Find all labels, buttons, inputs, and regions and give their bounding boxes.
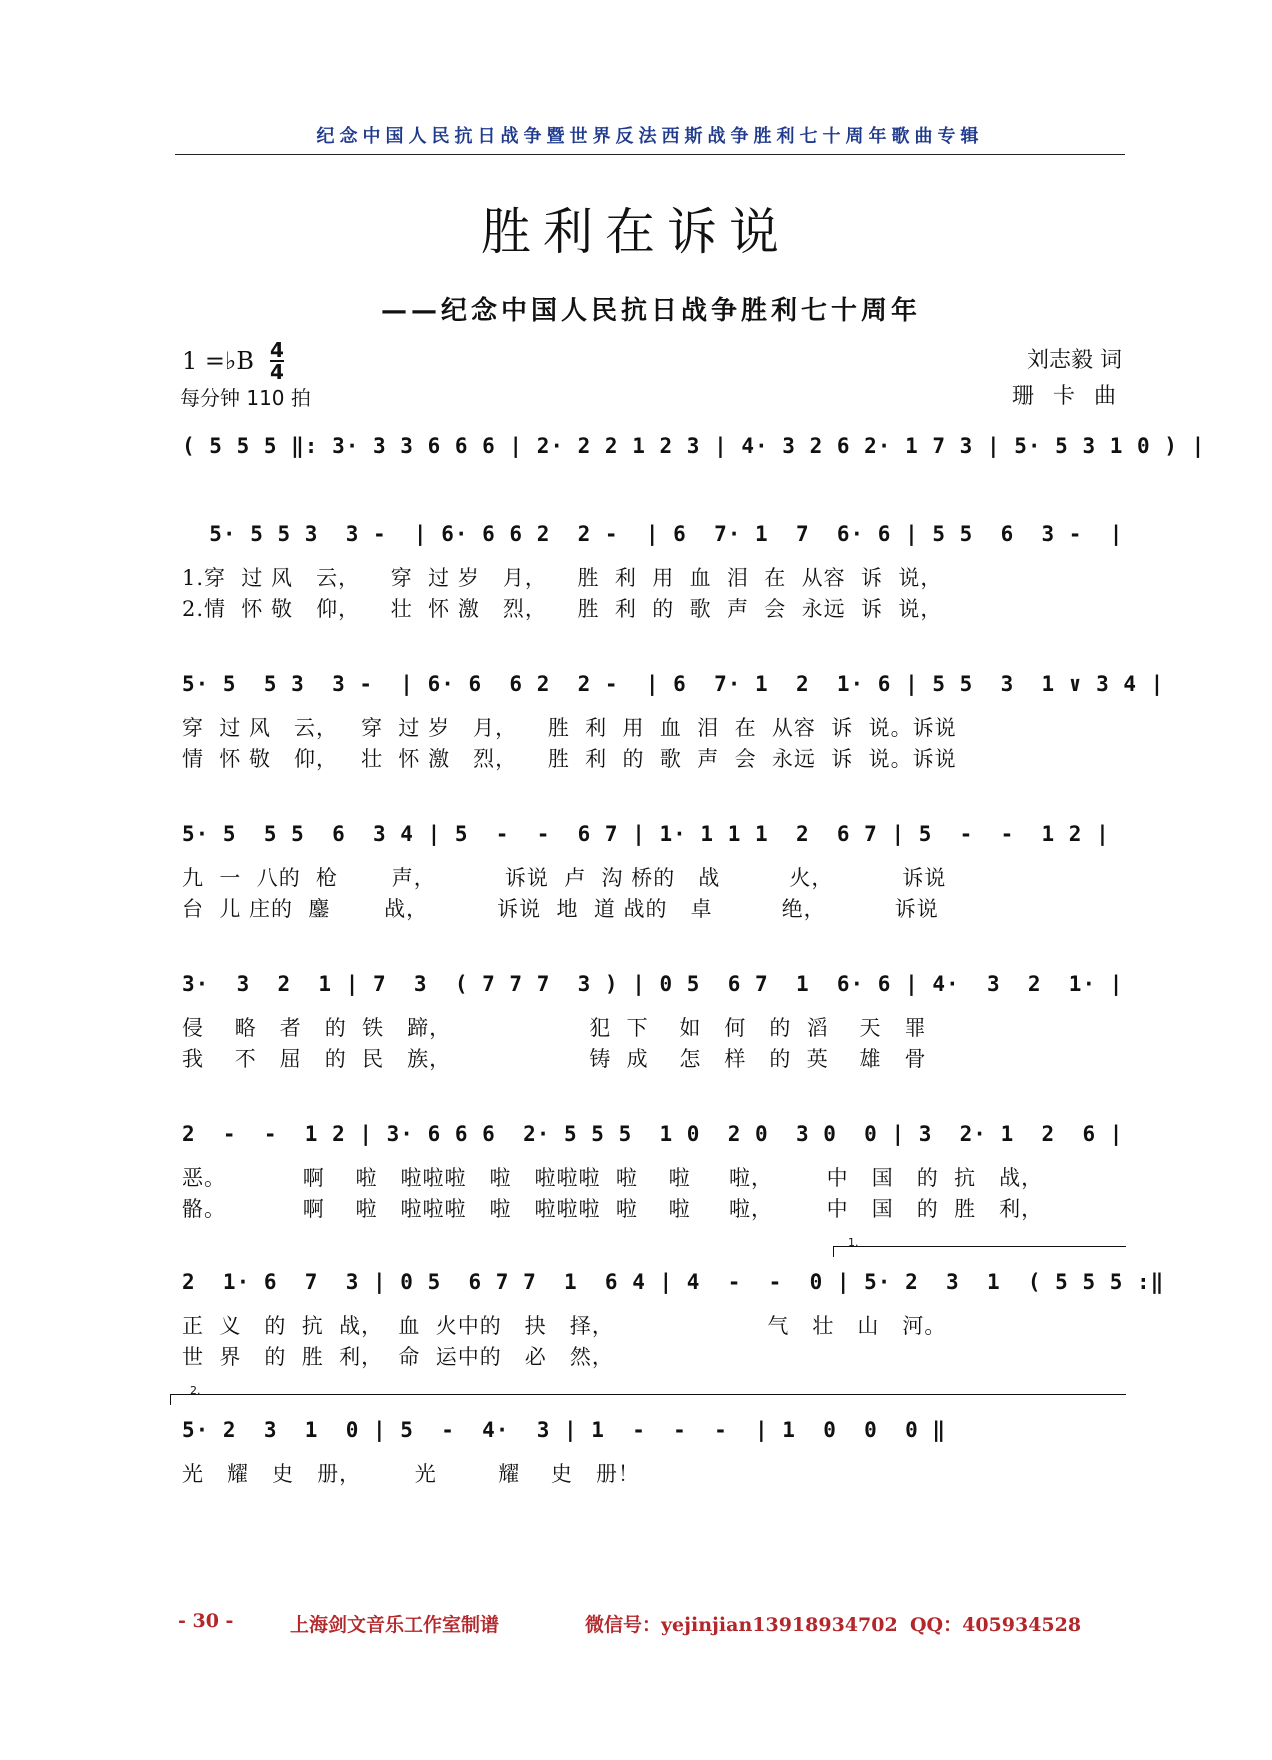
score-line-4: 3· 3 2 1 | 7 3 ( 7 7 7 3 ) | 0 5 6 7 1 6· 6 | 4· 3 2 1· |: [182, 972, 1124, 996]
studio-credit: 上海剑文音乐工作室制谱: [290, 1614, 500, 1636]
score-line-intro: ( 5 5 5 ‖: 3· 3 3 6 6 6 | 2· 2 2 1 2 3 | 4· 3 2 6 2· 1 7 3 | 5· 5 3 1 0 ) |: [182, 434, 1206, 458]
first-ending-label: 1.: [848, 1236, 859, 1249]
score-line-3: 5· 5 5 5 6 3 4 | 5 - - 6 7 | 1· 1 1 1 2 6 7 | 5 - - 1 2 |: [182, 822, 1110, 846]
song-subtitle: ——纪念中国人民抗日战争胜利七十周年: [380, 296, 921, 326]
score-line-1: 5· 5 5 3 3 - | 6· 6 6 2 2 - | 6 7· 1 7 6· 6 | 5 5 6 3 - |: [182, 522, 1124, 546]
lyric-line-3-verse2: 台 儿 庄的 鏖 战， 诉说 地 道 战的 卓 绝， 诉说: [182, 897, 939, 921]
score-line-5: 2 - - 1 2 | 3· 6 6 6 2· 5 5 5 1 0 2 0 3 0 0 | 3 2· 1 2 6 |: [182, 1122, 1124, 1146]
lyric-line-6-verse1: 正 义 的 抗 战， 血 火中的 抉 择， 气 壮 山 河。: [182, 1314, 947, 1338]
lyric-line-5-verse1: 恶。 啊 啦 啦啦啦 啦 啦啦啦 啦 啦 啦， 中 国 的 抗 战，: [182, 1166, 1044, 1190]
score-line-2: 5· 5 5 3 3 - | 6· 6 6 2 2 - | 6 7· 1 2 1· 6 | 5 5 3 1 ∨ 3 4 |: [182, 672, 1165, 696]
lyric-line-3-verse1: 九 一 八的 枪 声， 诉说 卢 沟 桥的 战 火， 诉说: [182, 866, 947, 890]
wechat-contact: 微信号：yejinjian13918934702: [585, 1614, 898, 1636]
time-signature: [270, 340, 284, 382]
lyric-line-7-verse1: 光 耀 史 册， 光 耀 史 册！: [182, 1462, 640, 1486]
lyric-line-4-verse1: 侵 略 者 的 铁 蹄， 犯 下 如 何 的 滔 天 罪: [182, 1016, 927, 1040]
key-label: 1 =♭B: [182, 347, 254, 375]
first-ending-bracket: [833, 1246, 1126, 1257]
lyric-line-5-verse2: 骼。 啊 啦 啦啦啦 啦 啦啦啦 啦 啦 啦， 中 国 的 胜 利，: [182, 1197, 1044, 1221]
page-number: - 30 -: [178, 1610, 234, 1632]
score-line-7: 5· 2 3 1 0 | 5 - 4· 3 | 1 - - - | 1 0 0 0 ‖: [182, 1418, 947, 1442]
second-ending-bracket: [170, 1394, 1126, 1405]
score-line-6: 2 1· 6 7 3 | 0 5 6 7 7 1 6 4 | 4 - - 0 | 5· 2 3 1 ( 5 5 5 :‖: [182, 1270, 1165, 1294]
series-header: 纪念中国人民抗日战争暨世界反法西斯战争胜利七十周年歌曲专辑: [316, 126, 984, 147]
qq-contact: QQ：405934528: [910, 1614, 1082, 1636]
key-signature: [182, 340, 284, 382]
header-rule: [175, 154, 1125, 155]
time-numerator: 4: [270, 338, 284, 362]
song-title: 胜利在诉说: [481, 203, 791, 261]
lyricist-credit: 刘志毅 词: [1027, 348, 1122, 373]
lyric-line-2-verse1: 穿 过 风 云， 穿 过 岁 月， 胜 利 用 血 泪 在 从容 诉 说。诉说: [182, 716, 957, 740]
second-ending-label: 2.: [190, 1384, 201, 1397]
lyric-line-2-verse2: 情 怀 敬 仰， 壮 怀 激 烈， 胜 利 的 歌 声 会 永远 诉 说。诉说: [182, 747, 957, 771]
lyric-line-6-verse2: 世 界 的 胜 利， 命 运中的 必 然，: [182, 1345, 614, 1369]
lyric-line-1-verse1: 1.穿 过 风 云， 穿 过 岁 月， 胜 利 用 血 泪 在 从容 诉 说，: [182, 566, 943, 590]
tempo-marking: 每分钟 110 拍: [180, 386, 311, 410]
composer-credit: 珊 卡 曲: [1012, 384, 1122, 409]
lyric-line-4-verse2: 我 不 屈 的 民 族， 铸 成 怎 样 的 英 雄 骨: [182, 1047, 927, 1071]
time-denominator: 4: [270, 360, 284, 384]
lyric-line-1-verse2: 2.情 怀 敬 仰， 壮 怀 激 烈， 胜 利 的 歌 声 会 永远 诉 说，: [182, 597, 943, 621]
